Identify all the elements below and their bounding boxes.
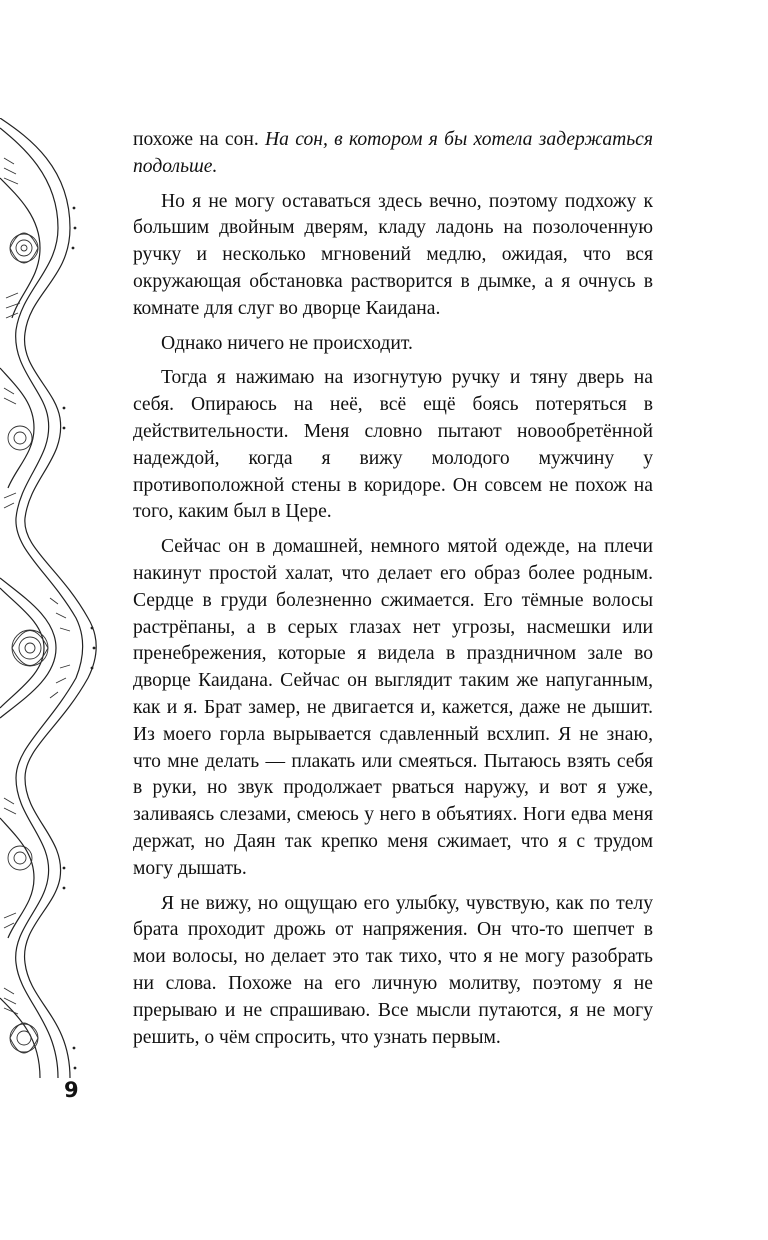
paragraph-1-italic: На сон, в котором я бы хотела задержаться подольше. — [133, 129, 653, 177]
paragraph-2: Но я не могу оставаться здесь вечно, поэтому подхожу к большим двойным дверям, кладу ладонь на позолоченную ручку и несколько мгновений медлю, ожидая, что вся окружающая обстановка растворится в дымке, а я очнусь в комнате для слуг во дворце Каидана. — [133, 190, 653, 319]
page-number: 9 — [64, 1078, 79, 1102]
paragraph-1-plain: похоже на сон. — [133, 129, 266, 150]
body-text — [133, 127, 653, 1059]
paragraph-6: Я не вижу, но ощущаю его улыбку, чувствую, как по телу брата проходит дрожь от напряжения. Он что-то шепчет в мои волосы, но делает это так тихо, что я не могу разобрать ни слова. Похоже на его личную молитву, поэтому я не прерываю и не спрашиваю. Все мысли путаются, я не могу решить, о чём спросить, что узнать первым. — [133, 892, 653, 1048]
paragraph-5: Сейчас он в домашней, немного мятой одежде, на плечи накинут простой халат, что делает его образ более родным. Сердце в груди болезненно сжимается. Его тёмные волосы растрёпаны, а в серых глазах нет угрозы, насмешки или пренебрежения, которые я видела в праздничном зале во дворце Каидана. Сейчас он выглядит таким же напуганным, как и я. Брат замер, не двигается и, кажется, даже не дышит. Из моего горла вырывается сдавленный всхлип. Я не знаю, что мне делать — плакать или смеяться. Пытаюсь взять себя в руки, но звук продолжает рваться наружу, и вот я уже, заливаясь слезами, смеюсь у него в объятиях. Ноги едва меня держат, но Даян так крепко меня сжимает, что я с трудом могу дышать. — [133, 536, 653, 879]
paragraph-3: Однако ничего не происходит. — [161, 332, 413, 354]
floral-ornament-border — [0, 118, 104, 1078]
paragraph-1 — [133, 127, 653, 181]
paragraph-4: Тогда я нажимаю на изогнутую ручку и тяну дверь на себя. Опираюсь на неё, всё ещё боясь потеряться в действительности. Меня словно пытают новообретённой надеждой, когда я вижу молодого мужчину у противоположной стены в коридоре. Он совсем не похож на того, каким был в Цере. — [133, 367, 653, 523]
